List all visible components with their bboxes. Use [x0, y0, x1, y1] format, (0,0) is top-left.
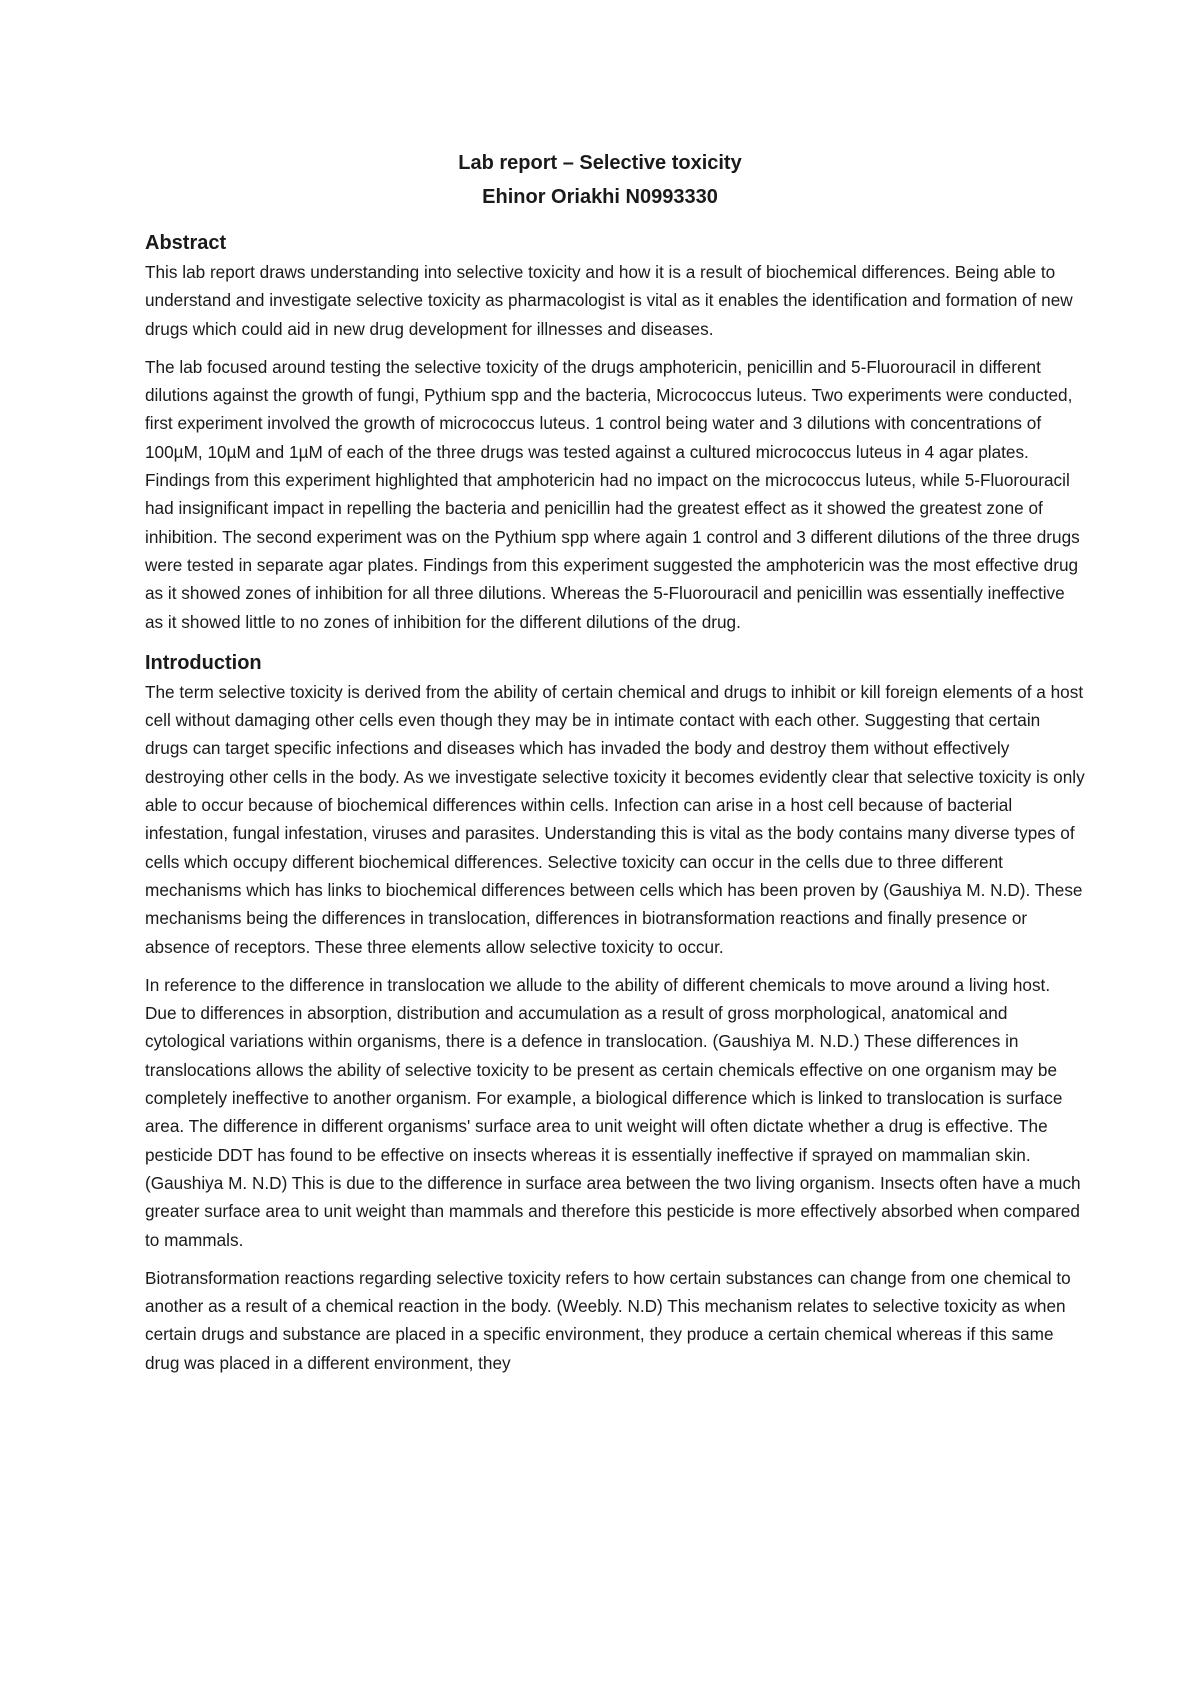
report-body [145, 228, 1085, 1377]
abstract-paragraph-2: The lab focused around testing the selective toxicity of the drugs amphotericin, penicillin and 5-Fluorouracil in different dilutions against the growth of fungi, Pythium spp and the bacteria, Micrococcus luteus. Two experiments were conducted, first experiment involved the growth of micrococcus luteus. 1 control being water and 3 dilutions with concentrations of 100µM, 10µM and 1µM of each of the three drugs was tested against a cultured micrococcus luteus in 4 agar plates. Findings from this experiment highlighted that amphotericin had no impact on the micrococcus luteus, while 5-Fluorouracil had insignificant impact in repelling the bacteria and penicillin had the greatest effect as it showed the greatest zone of inhibition. The second experiment was on the Pythium spp where again 1 control and 3 different dilutions of the three drugs were tested in separate agar plates. Findings from this experiment suggested the amphotericin was the most effective drug as it showed zones of inhibition for all three dilutions. Whereas the 5-Fluorouracil and penicillin was essentially ineffective as it showed little to no zones of inhibition for the different dilutions of the drug. [145, 356, 1080, 632]
abstract-paragraph-1: This lab report draws understanding into selective toxicity and how it is a result of biochemical differences. Being able to understand and investigate selective toxicity as pharmacologist is vital as it enables the identification and formation of new drugs which could aid in new drug development for illnesses and diseases. [145, 262, 1073, 339]
abstract-section [145, 228, 1085, 636]
introduction-paragraph-2: In reference to the difference in translocation we allude to the ability of different chemicals to move around a living host. Due to differences in absorption, distribution and accumulation as a result of gross morphological, anatomical and cytological variations within organisms, there is a defence in translocation. (Gaushiya M. N.D.) These differences in translocations allows the ability of selective toxicity to be present as certain chemicals effective on one organism may be completely ineffective to another organism. For example, a biological difference which is linked to translocation is surface area. The difference in different organisms' surface area to unit weight will often dictate whether a drug is effective. The pesticide DDT has found to be effective on insects whereas it is essentially ineffective if sprayed on mammalian skin. (Gaushiya M. N.D) This is due to the difference in surface area between the two living organism. Insects often have a much greater surface area to unit weight than mammals and therefore this pesticide is more effectively absorbed when compared to mammals. [145, 974, 1081, 1250]
author-line: Ehinor Oriakhi N0993330 [482, 186, 718, 208]
report-title: Lab report – Selective toxicity [458, 152, 742, 174]
section-heading-abstract: Abstract [145, 232, 227, 254]
introduction-paragraph-3: Biotransformation reactions regarding selective toxicity refers to how certain substances can change from one chemical to another as a result of a chemical reaction in the body. (Weebly. N.D) This mechanism relates to selective toxicity as when certain drugs and substance are placed in a specific environment, they produce a certain chemical whereas if this same drug was placed in a different environment, they [145, 1267, 1071, 1373]
section-heading-introduction: Introduction [145, 651, 262, 674]
title-block [0, 146, 1200, 214]
introduction-paragraph-1: The term selective toxicity is derived from the ability of certain chemical and drugs to inhibit or kill foreign elements of a host cell without damaging other cells even though they may be in intimate contact with each other. Suggesting that certain drugs can target specific infections and diseases which has invaded the body and destroy them without effectively destroying other cells in the body. As we investigate selective toxicity it becomes evidently clear that selective toxicity is only able to occur because of biochemical differences within cells. Infection can arise in a host cell because of bacterial infestation, fungal infestation, viruses and parasites. Understanding this is vital as the body contains many diverse types of cells which occupy different biochemical differences. Selective toxicity can occur in the cells due to three different mechanisms which has links to biochemical differences between cells which has been proven by (Gaushiya M. N.D). These mechanisms being the differences in translocation, differences in biotransformation reactions and finally presence or absence of receptors. These three elements allow selective toxicity to occur. [145, 681, 1085, 957]
introduction-section [145, 648, 1085, 1377]
